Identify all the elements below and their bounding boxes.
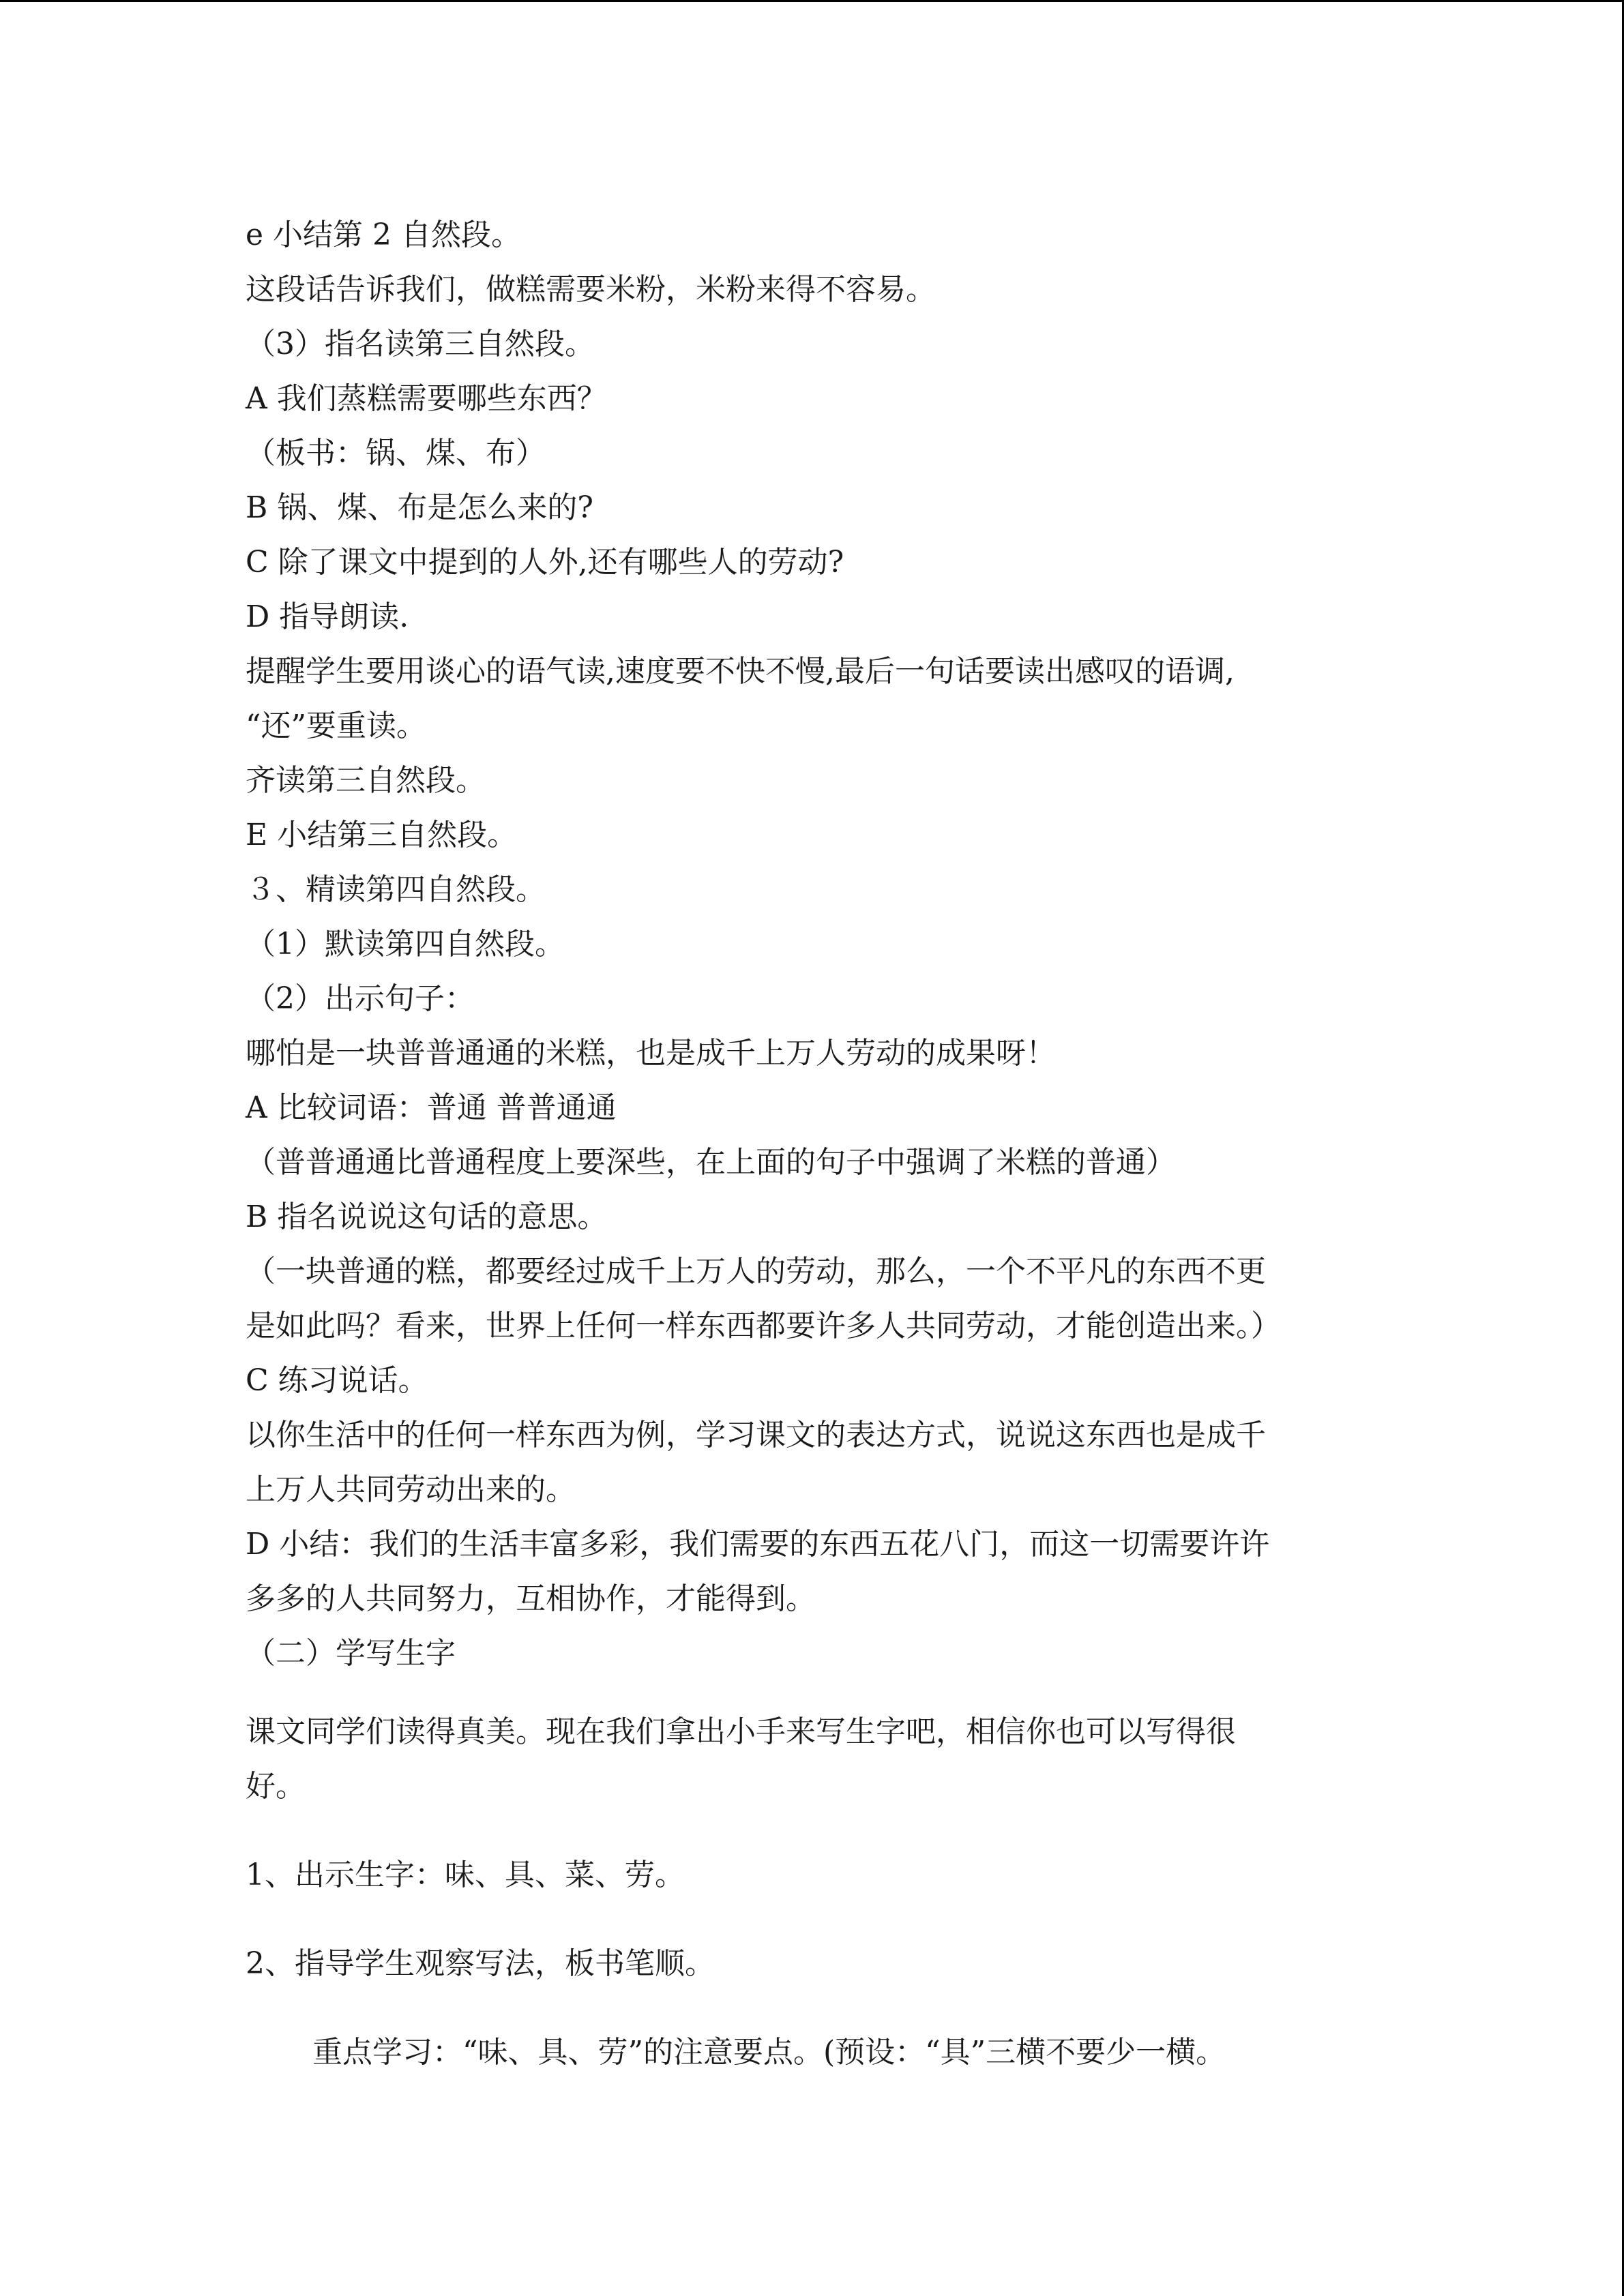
text-line: D 小结：我们的生活丰富多彩，我们需要的东西五花八门，而这一切需要许许 xyxy=(246,1527,1270,1562)
text-line: C 除了课文中提到的人外,还有哪些人的劳动? xyxy=(246,545,844,580)
text-line: E 小结第三自然段。 xyxy=(246,818,518,852)
text-line: “还”要重读。 xyxy=(246,709,426,743)
step-line: 1、出示生字：味、具、菜、劳。 xyxy=(246,1858,685,1892)
text-line: （1）默读第四自然段。 xyxy=(246,927,565,961)
text-line: （一块普通的糕，都要经过成千上万人的劳动，那么，一个不平凡的东西不更 xyxy=(246,1254,1266,1289)
text-line: 多多的人共同努力，互相协作，才能得到。 xyxy=(246,1581,816,1616)
focus-line: 重点学习：“味、具、劳”的注意要点。(预设：“具”三横不要少一横。 xyxy=(312,2035,1226,2070)
paragraph-line: 课文同学们读得真美。现在我们拿出小手来写生字吧，相信你也可以写得很 xyxy=(246,1714,1236,1749)
page-top-border xyxy=(0,0,1624,2)
text-line: A 比较词语：普通 普普通通 xyxy=(246,1090,617,1125)
paragraph-spacer xyxy=(246,1991,1391,2025)
text-line: B 锅、煤、布是怎么来的? xyxy=(246,490,593,525)
text-line: 这段话告诉我们，做糕需要米粉，米粉来得不容易。 xyxy=(246,272,936,307)
text-line: （板书：锅、煤、布） xyxy=(246,436,546,471)
text-line: 是如此吗？看来，世界上任何一样东西都要许多人共同劳动，才能创造出来。） xyxy=(246,1309,1281,1343)
text-line: B 指名说说这句话的意思。 xyxy=(246,1199,608,1234)
text-line: ３、精读第四自然段。 xyxy=(246,872,546,907)
text-line: 提醒学生要用谈心的语气读,速度要不快不慢,最后一句话要读出感叹的语调, xyxy=(246,654,1235,689)
step-line: 2、指导学生观察写法，板书笔顺。 xyxy=(246,1946,715,1981)
text-line: （2）出示句子： xyxy=(246,981,475,1016)
text-line: 以你生活中的任何一样东西为例，学习课文的表达方式，说说这东西也是成千 xyxy=(246,1418,1266,1452)
text-line: （普普通通比普通程度上要深些，在上面的句子中强调了米糕的普通） xyxy=(246,1145,1176,1180)
text-line: （3）指名读第三自然段。 xyxy=(246,327,595,361)
text-line: A 我们蒸糕需要哪些东西？ xyxy=(246,381,607,416)
section-heading: （二）学写生字 xyxy=(246,1636,456,1671)
paragraph-spacer xyxy=(246,1681,1391,1705)
paragraph-line: 好。 xyxy=(246,1769,306,1804)
text-line: e 小结第 2 自然段。 xyxy=(246,218,521,252)
paragraph-spacer xyxy=(246,1814,1391,1848)
text-line: 哪怕是一块普普通通的米糕，也是成千上万人劳动的成果呀！ xyxy=(246,1036,1056,1071)
text-line: 上万人共同劳动出来的。 xyxy=(246,1472,576,1507)
text-line: 齐读第三自然段。 xyxy=(246,763,486,798)
document-body xyxy=(246,208,1391,2080)
text-line: D 指导朗读. xyxy=(246,599,409,634)
text-line: C 练习说话。 xyxy=(246,1363,428,1398)
paragraph-spacer xyxy=(246,1903,1391,1937)
